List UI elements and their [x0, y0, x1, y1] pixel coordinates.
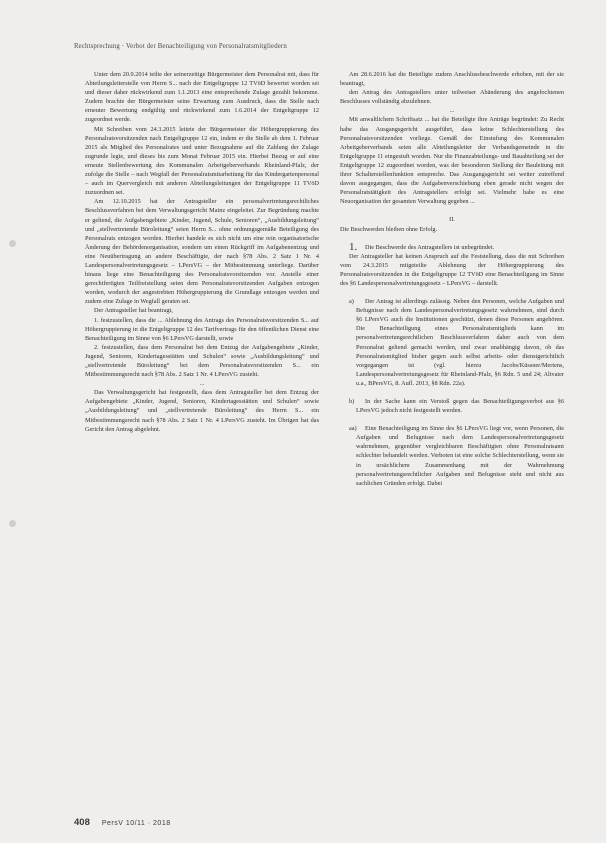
- paragraph: 1. festzustellen, dass die ... Ablehnung des Antrags des Personalratsvorsitzenden S... auf Höhergruppierung in die Entgeltgruppe 12 des Tarifvertrags für den öffentlichen Dienst eine Benachteiligung im Sinne von §6 LPersVG darstellt, sowie: [85, 316, 319, 342]
- item-lead: Die Beschwerde des Antragstellers ist unbegründet.: [365, 243, 495, 251]
- item-mark: aa): [349, 425, 357, 433]
- item-text: Eine Benachteiligung im Sinne des §6 LPersVG liegt vor, wenn Personen, die Aufgaben und Befugnisse nach dem Landespersonalvertretungsgesetz wahrnehmen, gegenüber vergleichbaren Beschäftigten ohne Personalratsamt schlechter behandelt werden. Verboten ist eine solche Schlechterstellung, wenn sie in ursächlichem Zusammenhang mit der Wahrnehmung personalvertretungsrechtlicher Aufgaben und Befugnisse steht und nicht aus sachlichen Gründen erfolgt. Dabei: [356, 425, 564, 487]
- page-footer: [74, 817, 171, 828]
- item-mark: a): [349, 298, 354, 306]
- spacer: [340, 234, 564, 243]
- paragraph: Der Antragsteller hat beantragt,: [94, 307, 173, 315]
- paragraph: Unter dem 20.9.2014 teilte der seinerzeitige Bürgermeister dem Personalrat mit, dass für Abteilungsleiterstelle von Herrn S... nach der Entgeltgruppe 12 TVöD bewertet worden sei und dieser daher rückwirkend zum 1.1.2013 eine entsprechende Zulage gezahlt bekomme. Zudem brachte der Bürgermeister seine Erwartung zum Ausdruck, dass die Stelle nach erneuter Bewertung endgültig und rückwirkend zum 1.6.2014 der Entgeltgruppe 12 zugeordnet werde.: [85, 71, 319, 124]
- running-head: Rechtsprechung · Verbot der Benachteiligung von Personalratsmitgliedern: [74, 43, 287, 50]
- numbered-item-1: [340, 240, 564, 253]
- item-text: In der Sache kann ein Verstoß gegen das Benachteiligungsverbot aus §6 LPersVG jedoch nicht festgestellt werden.: [356, 398, 564, 415]
- item-text: Der Antrag ist allerdings zulässig. Neben den Personen, welche Aufgaben und Befugnisse nach dem Landespersonalvertretungsgesetz wahrnehmen, sind durch §6 LPersVG auch die Institutionen geschützt, denen diese Personen angehören. Die Benachteiligung eines Personalratsmitglieds kann im personalvertretungsrechtlichen Beschlussverfahren daher auch von dem Personalrat geltend gemacht werden, und zwar unabhängig davon, ob das Personalratsmitglied bisher gegen auch selbst arbeits- oder dienstgerichtlich vorgegangen ist (vgl. hierzu Jacobs/Küssner/Mertens, Landespersonalvertretungsgesetz für Rheinland-Pfalz, §6 Rdn. 5 und 24; Altvater u.a., BPersVG, 8. Aufl. 2013, §8 Rdn. 22a).: [356, 298, 564, 387]
- paragraph: Der Antragsteller hat keinen Anspruch auf die Feststellung, dass die mit Schreiben vom 24.3.2015 mitgeteilte Ablehnung der Höhergruppierung des Personalratsvorsitzenden in die Entgeltgruppe 12 TVöD eine Benachteiligung im Sinne des §6 Landespersonalvertretungsgesetz – LPersVG – darstellt.: [340, 252, 564, 287]
- punch-hole-mark: [9, 520, 16, 527]
- paragraph: 2. festzustellen, dass dem Personalrat bei dem Entzug der Aufgabengebiete „Kinder, Jugend, Senioren, Kindertagesstätten und Schulen“ sowie „Ausbildungsleitung“ und „stellvertretende Büroleitung“ bei dem Personalratsvorsitzenden S... ein Mitbestimmungsrecht nach §78 Abs. 2 Satz 1 Nr. 4 LPersVG zusteht.: [85, 343, 319, 379]
- right-column: [340, 70, 564, 488]
- item-number: 1.: [349, 240, 358, 253]
- left-column: [85, 70, 319, 434]
- spacer: [340, 288, 564, 297]
- punch-hole-mark: [9, 240, 16, 247]
- journal-info: PersV 10/11 · 2018: [101, 820, 171, 827]
- list-item-b: [340, 397, 564, 415]
- spacer: [340, 415, 564, 424]
- ellipsis-line: ...: [199, 380, 205, 388]
- item-mark: b): [349, 398, 355, 405]
- spacer: [340, 206, 564, 215]
- list-item-aa: [340, 424, 564, 488]
- paragraph: Am 28.6.2016 hat die Beteiligte zudem Anschlussbeschwerde erhoben, mit der sie beantragt,: [340, 71, 564, 88]
- paragraph: Das Verwaltungsgericht hat festgestellt, dass dem Antragsteller bei dem Entzug der Aufgabengebiete „Kinder, Jugend, Senioren, Kindertagesstätten und Schulen“ sowie „Ausbildungsleitung“ und „stellvertretende Büroleitung“ des Herrn S... ein Mitbestimmungsrecht nach §78 Abs. 2 Satz 1 Nr. 4 LPersVG zusteht. Im Übrigen hat das Gericht den Antrag abgelehnt.: [85, 389, 319, 433]
- ellipsis-line: ...: [449, 107, 455, 115]
- list-item-a: [340, 297, 564, 388]
- paragraph: Am 12.10.2015 hat der Antragsteller ein personalvertretungsrechtliches Beschlussverfahren bei dem Verwaltungsgericht Mainz eingeleitet. Zur Begründung machte er geltend, die Aufgabengebiete „Kinder, Jugend, Schule, Senioren“, „Ausbildungsleitung“ und „stellvertretende Büroleitung“ seien Herrn S... ohne ordnungsgemäße Beteiligung des Personalrats entzogen worden. Hierbei handele es sich nicht um eine rein organisatorische Änderung der Behördenorganisation, sondern um einen Rückgriff im Aufgabenentzug und eine Neuübertragung an andere Beschäftigte, der nach §78 Abs. 2 Satz 1 Nr. 4 Landespersonalvertretungsgesetz – LPersVG – der Mitbestimmung unterliege. Darüber hinaus liege eine Benachteiligung des Personalratsvorsitzenden vor. Anstelle einer gerechtfertigten Teilfreistellung seien dem Personalratsvorsitzenden Aufgaben entzogen worden, wodurch der angestrebten Höhergruppierung die Grundlage entzogen werden und zudem eine Zulage in Wegfall geraten sei.: [85, 198, 319, 306]
- section-heading: II.: [449, 216, 455, 224]
- paragraph: Mit anwaltlichem Schriftsatz ... hat die Beteiligte ihre Anträge begründet: Zu Recht habe das Ausgangsgericht ausgeführt, dass keine Schlechterstellung des Personalratsvorsitzenden vorliege. Gemäß der Einstufung des Kommunalen Arbeitgeberverbands seien alle Abteilungsleiter der Verbandsgemeinde in die Entgeltgruppe 11 eingestuft worden. Nur die Finanzabteilungs- und Bauabteilung sei der Entgeltgruppe 12 zugeordnet worden, was der besonderen Stellung der Bauleitung mit ihrer Schalterstellenfunktion entspreche. Das Ausgangsgericht sei weiter zutreffend davon ausgegangen, dass die Aufgabenverschiebung eben gerade nicht wegen der Personalratstätigkeit des Antragstellers erfolgt sei. Vielmehr habe es eine Neuorganisation der gesamten Verwaltung gegeben ...: [340, 116, 564, 206]
- paragraph: den Antrag des Antragstellers unter teilweiser Abänderung des angefochtenen Beschlusses vollständig abzulehnen.: [340, 89, 564, 106]
- spacer: [340, 388, 564, 397]
- paragraph: Mit Schreiben vom 24.3.2015 leitete der Bürgermeister die Höhergruppierung des Personalratsvorsitzenden nach Entgeltgruppe 12 ein, indem er die Stelle ab dem 1. Februar 2015 als Mitglied des Personalrates und unter Bezugnahme auf die Zahlung der Zulage zugrunde legte, und dieses bis zum Monat Februar 2015 ein. Hierbei Bezug er auf eine erneute Stellenbewertung des Kommunalen Arbeitgeberverbands Rheinland-Pfalz, der zufolge die Stelle – nach Wegfall der Personalratsmitarbeitung für das Kindergartenpersonal – auch im Quervergleich mit anderen Abteilungsleitungen der Entgeltgruppe 11 TVöD zuzuordnen sei.: [85, 125, 319, 197]
- page-number: 408: [74, 817, 90, 828]
- paragraph: Die Beschwerden bleiben ohne Erfolg.: [340, 225, 438, 233]
